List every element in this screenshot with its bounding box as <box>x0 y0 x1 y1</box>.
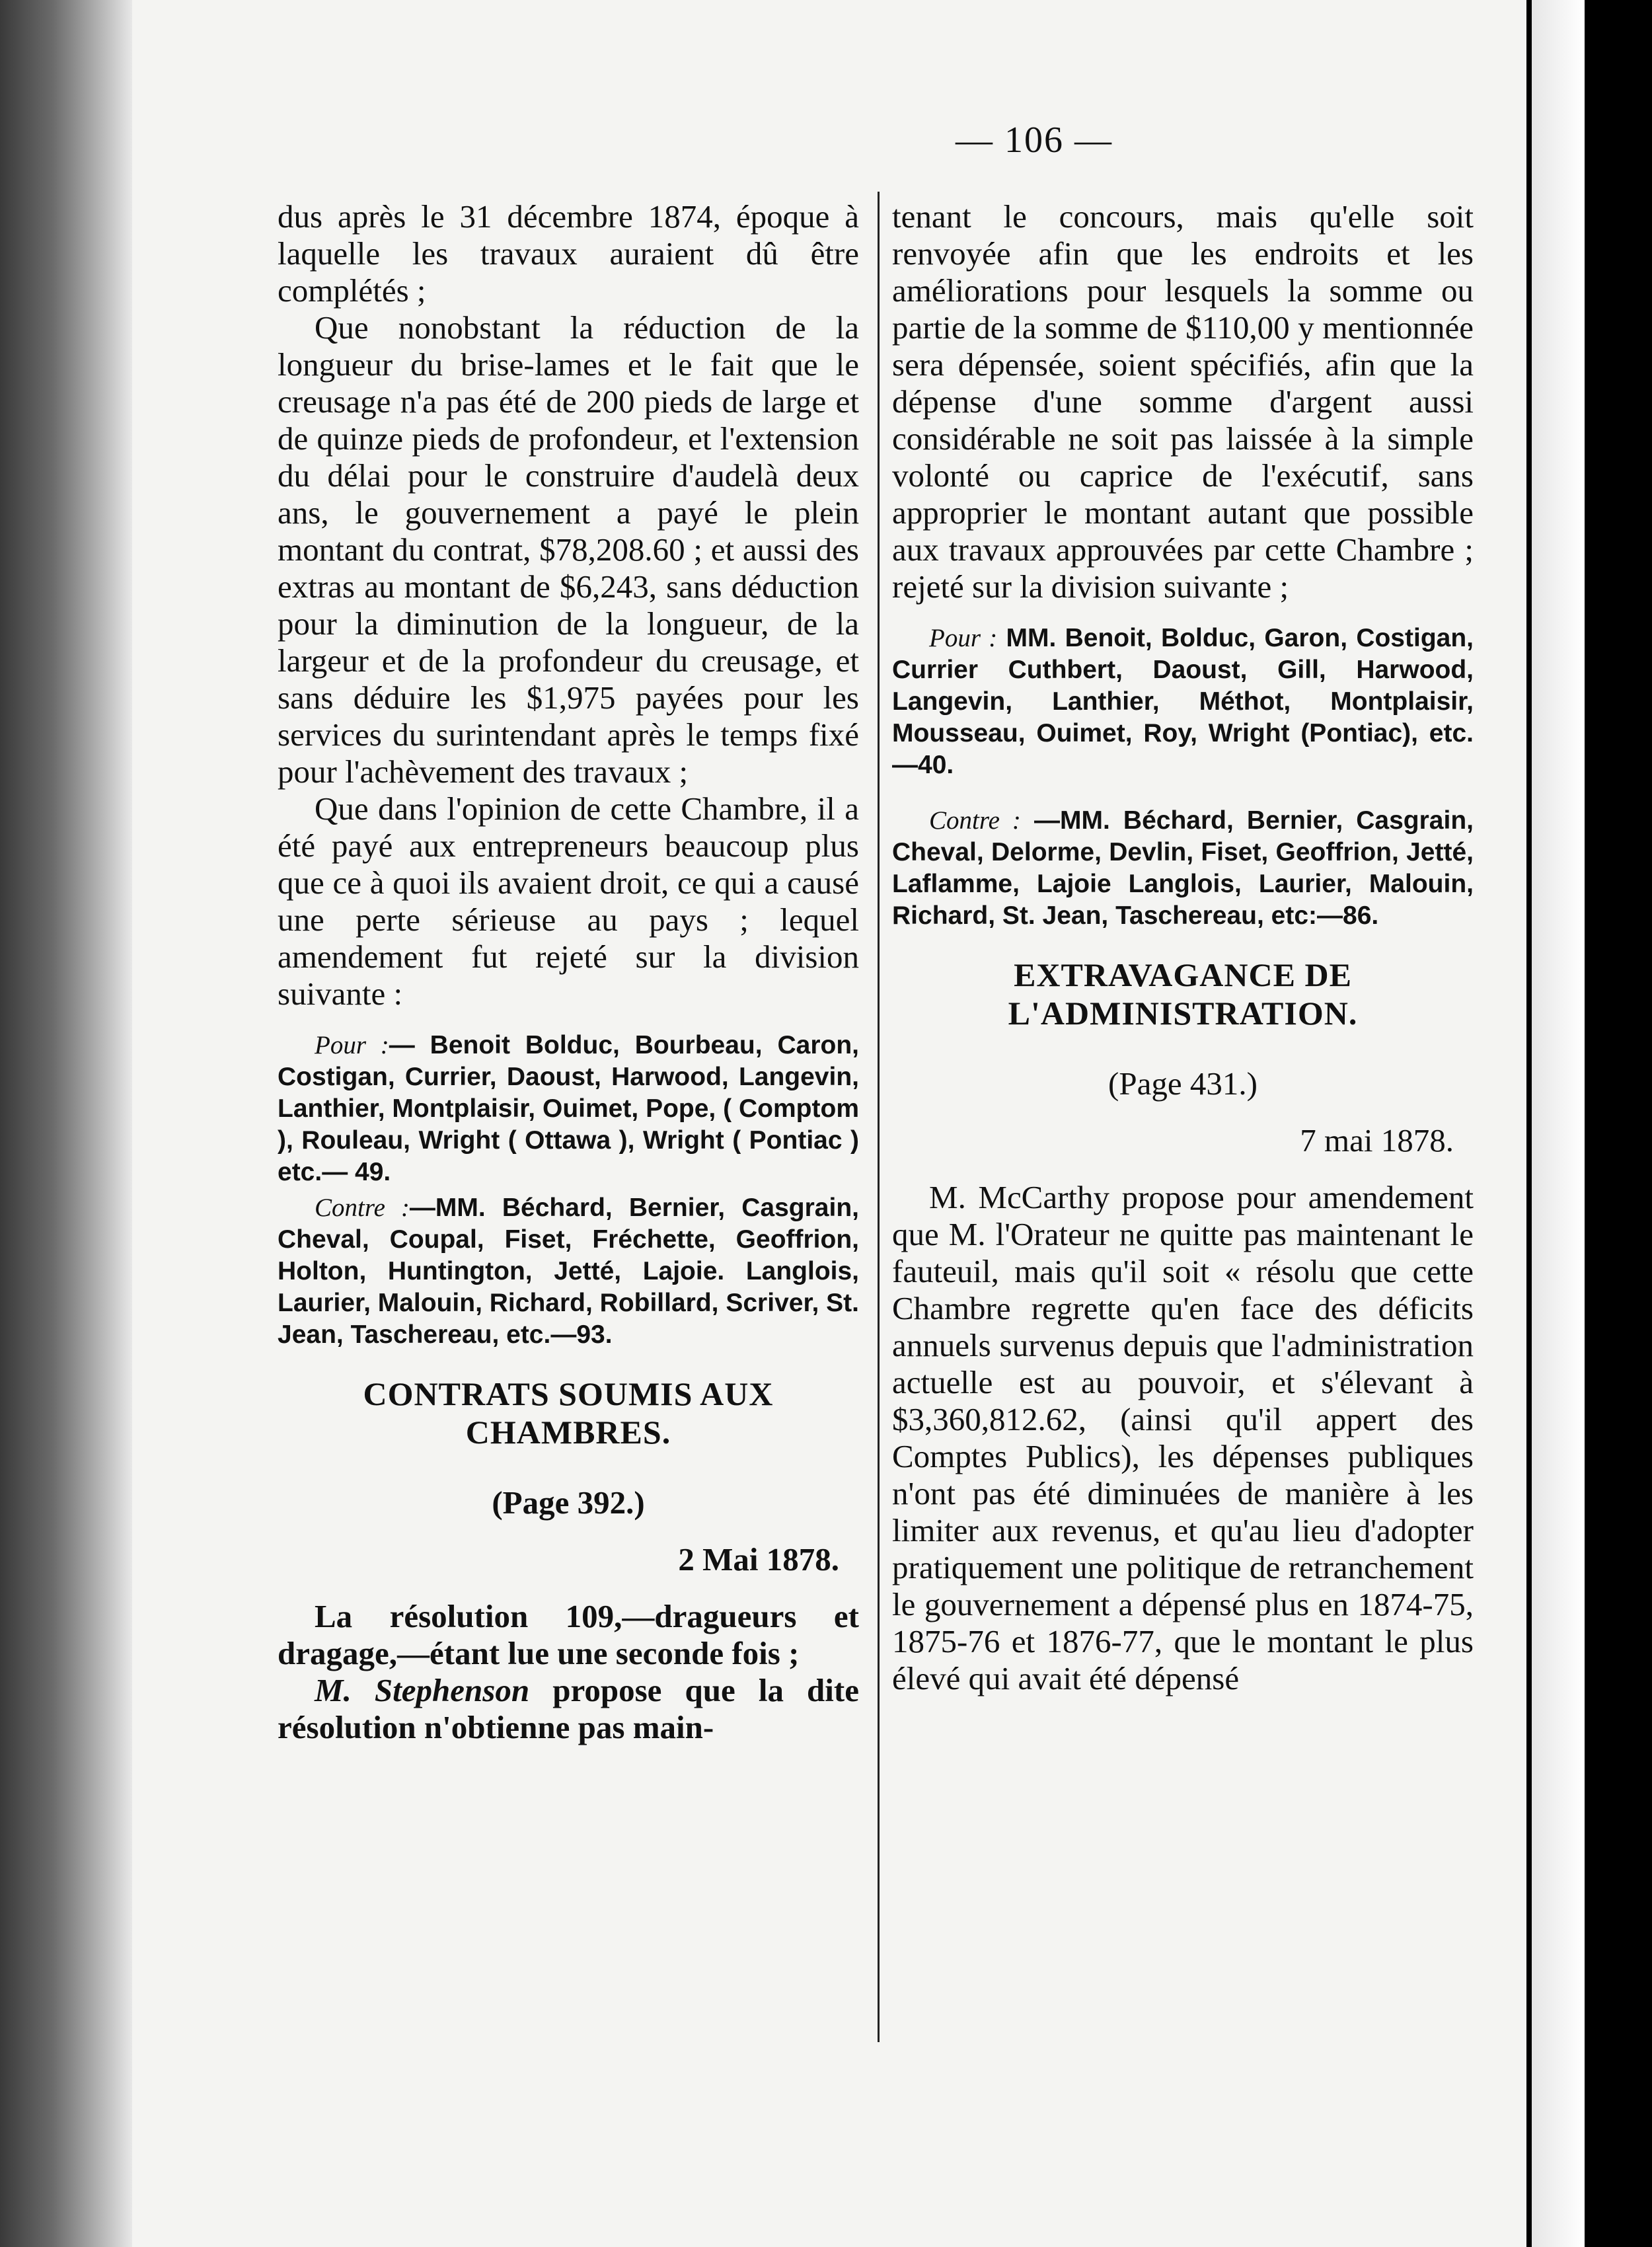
book-page <box>132 0 1526 2247</box>
speaker-name: M. Stephenson <box>315 1672 530 1708</box>
section-heading: EXTRAVAGANCE DE L'ADMINISTRATION. <box>1008 956 1358 1032</box>
paragraph: dus après le 31 décembre 1874, époque à laquelle les travaux auraient dû être complétés ; <box>278 198 859 309</box>
page-reference: (Page 431.) <box>1108 1065 1258 1102</box>
left-column <box>278 198 859 1746</box>
next-page-edge <box>1532 0 1585 2247</box>
vote-pour-names: — Benoit Bolduc, Bourbeau, Caron, Costigan, Currier, Daoust, Harwood, Langevin, Lanthier, Montplaisir, Ouimet, Pope, ( Comptom ), Rouleau, Wright ( Ottawa ), Wright ( Pontiac ) etc.— 49. <box>278 1031 859 1186</box>
column-divider <box>878 192 880 2042</box>
vote-contre <box>892 805 1474 932</box>
vote-contre <box>278 1192 859 1351</box>
date: 2 Mai 1878. <box>678 1541 839 1578</box>
right-column <box>892 198 1474 1697</box>
page-reference: (Page 392.) <box>492 1484 645 1521</box>
section-heading: CONTRATS SOUMIS AUX CHAMBRES. <box>363 1375 774 1451</box>
vote-contre-names: —MM. Béchard, Bernier, Casgrain, Cheval, Coupal, Fiset, Fréchette, Geoffrion, Holton, Huntington, Jetté, Lajoie. Langlois, Laurier, Malouin, Richard, Robillard, Scriver, St. Jean, Taschereau, etc.—93. <box>278 1194 859 1349</box>
vote-pour-names: MM. Benoit, Bolduc, Garon, Costigan, Currier Cuthbert, Daoust, Gill, Harwood, Langevin, Lanthier, Méthot, Montplaisir, Mousseau, Ouimet, Roy, Wright (Pontiac), etc. —40. <box>892 624 1474 779</box>
paragraph <box>278 1672 859 1746</box>
vote-contre-lead: Contre : <box>315 1194 410 1222</box>
paragraph: Que nonobstant la réduction de la longueur du brise-lames et le fait que le creusage n'a pas été de 200 pieds de large et de quinze pieds de profondeur, et l'extension du délai pour le construire d'audelà deux ans, le gouvernement a payé le plein montant du contrat, $78,208.60 ; et aussi des extras au montant de $6,243, sans déduction pour la diminution de la longueur, de la largeur et de la profondeur du creusage, et sans déduire les $1,975 payées pour les services du surintendant après le temps fixé pour l'achèvement des travaux ; <box>278 309 859 790</box>
page-number: — 106 — <box>956 120 1113 161</box>
vote-pour <box>892 623 1474 781</box>
vote-pour-lead: Pour : <box>929 624 998 652</box>
vote-pour-lead: Pour : <box>315 1031 389 1059</box>
vote-contre-lead: Contre : <box>929 806 1021 835</box>
paragraph: M. McCarthy propose pour amendement que M. l'Orateur ne quitte pas maintenant le fauteuil, mais qu'il soit « résolu que cette Chambre regrette qu'en face des déficits annuels survenus depuis que l'administration actuelle est au pouvoir, et s'élevant à $3,360,812.62, (ainsi qu'il appert des Comptes Publics), les dépenses publiques n'ont pas été diminuées de manière à les limiter aux revenus, et qu'au lieu d'adopter pratiquement une politique de retranchement le gouvernement a dépensé plus en 1874-75, 1875-76 et 1876-77, que le montant le plus élevé qui avait été dépensé <box>892 1179 1474 1696</box>
paragraph-text: propose que la dite résolution n'obtienne pas main- <box>278 1672 859 1745</box>
paragraph: Que dans l'opinion de cette Chambre, il a été payé aux entrepreneurs beaucoup plus que ce à quoi ils avaient droit, ce qui a causé une perte sérieuse au pays ; lequel amendement fut rejeté sur la division suivante : <box>278 790 859 1012</box>
paragraph: La résolution 109,—dragueurs et dragage,—étant lue une seconde fois ; <box>278 1598 859 1671</box>
binding-shadow <box>0 0 132 2247</box>
vote-contre-names: —MM. Béchard, Bernier, Casgrain, Cheval, Delorme, Devlin, Fiset, Geoffrion, Jetté, Laflamme, Lajoie Langlois, Laurier, Malouin, Richard, St. Jean, Taschereau, etc:—86. <box>892 806 1474 930</box>
vote-pour <box>278 1030 859 1188</box>
date: 7 mai 1878. <box>1300 1122 1454 1159</box>
paragraph: tenant le concours, mais qu'elle soit renvoyée afin que les endroits et les améliorations pour lesquels la somme ou partie de la somme de $110,00 y mentionnée sera dépensée, soient spécifiés, afin que la dépense d'une somme d'argent aussi considérable ne soit pas laissée à la simple volonté ou caprice de l'exécutif, sans approprier le montant autant que possible aux travaux approuvées par cette Chambre ; rejeté sur la division suivante ; <box>892 198 1474 605</box>
